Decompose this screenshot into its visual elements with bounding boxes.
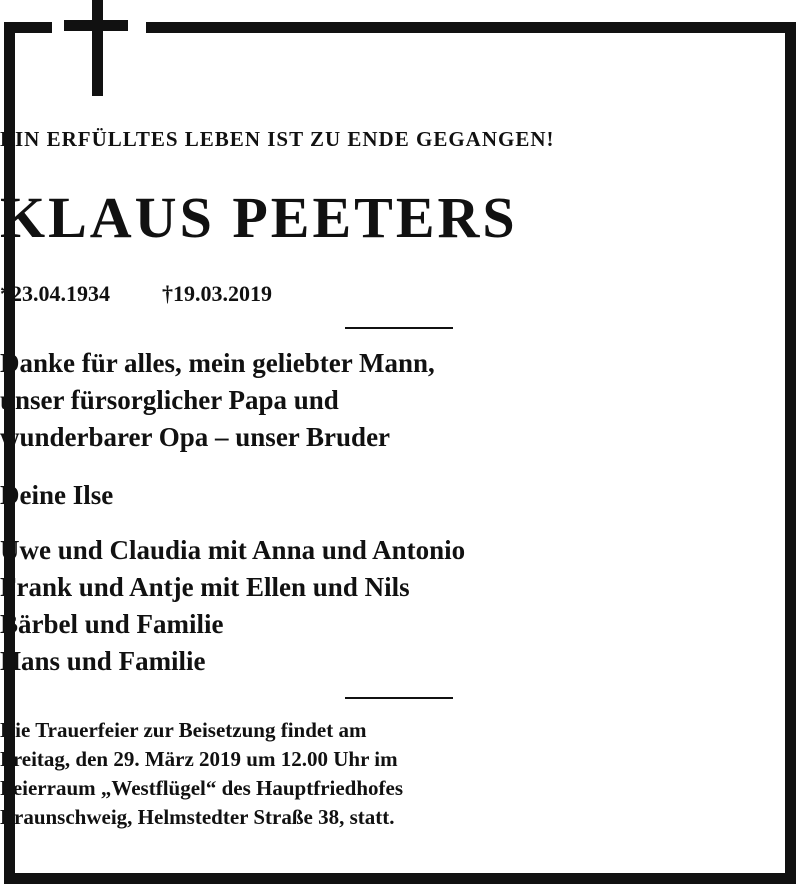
service-line: Freitag, den 29. März 2019 um 12.00 Uhr im xyxy=(0,747,398,771)
wife-line: Deine Ilse xyxy=(0,480,114,510)
divider-top xyxy=(345,327,453,329)
family-line: Bärbel und Familie xyxy=(0,609,224,639)
deceased-name: KLAUS PEETERS xyxy=(0,185,518,250)
frame-bottom xyxy=(4,873,796,884)
family-line: Frank und Antje mit Ellen und Nils xyxy=(0,572,410,602)
service-line: Feierraum „Westflügel“ des Hauptfriedhofes xyxy=(0,776,404,800)
family-line: Uwe und Claudia mit Anna und Antonio xyxy=(0,535,466,565)
tribute-line: wunderbarer Opa – unser Bruder xyxy=(0,422,391,452)
tribute-text xyxy=(0,345,800,456)
life-dates xyxy=(0,281,800,307)
death-date: †19.03.2019 xyxy=(162,281,272,306)
tribute-line: unser fürsorglicher Papa und xyxy=(0,385,339,415)
wife-signature xyxy=(0,477,800,514)
tribute-line: Danke für alles, mein geliebter Mann, xyxy=(0,348,435,378)
service-announcement xyxy=(0,716,800,832)
birth-date: *23.04.1934 xyxy=(0,281,110,306)
frame-top-right xyxy=(146,22,796,33)
service-line: Braunschweig, Helmstedter Straße 38, statt. xyxy=(0,805,395,829)
headline: EIN ERFÜLLTES LEBEN IST ZU ENDE GEGANGEN! xyxy=(0,127,555,151)
family-line: Hans und Familie xyxy=(0,646,206,676)
service-line: Die Trauerfeier zur Beisetzung findet am xyxy=(0,718,367,742)
cross-icon xyxy=(64,0,128,96)
family-list xyxy=(0,532,800,680)
divider-bottom xyxy=(345,697,453,699)
